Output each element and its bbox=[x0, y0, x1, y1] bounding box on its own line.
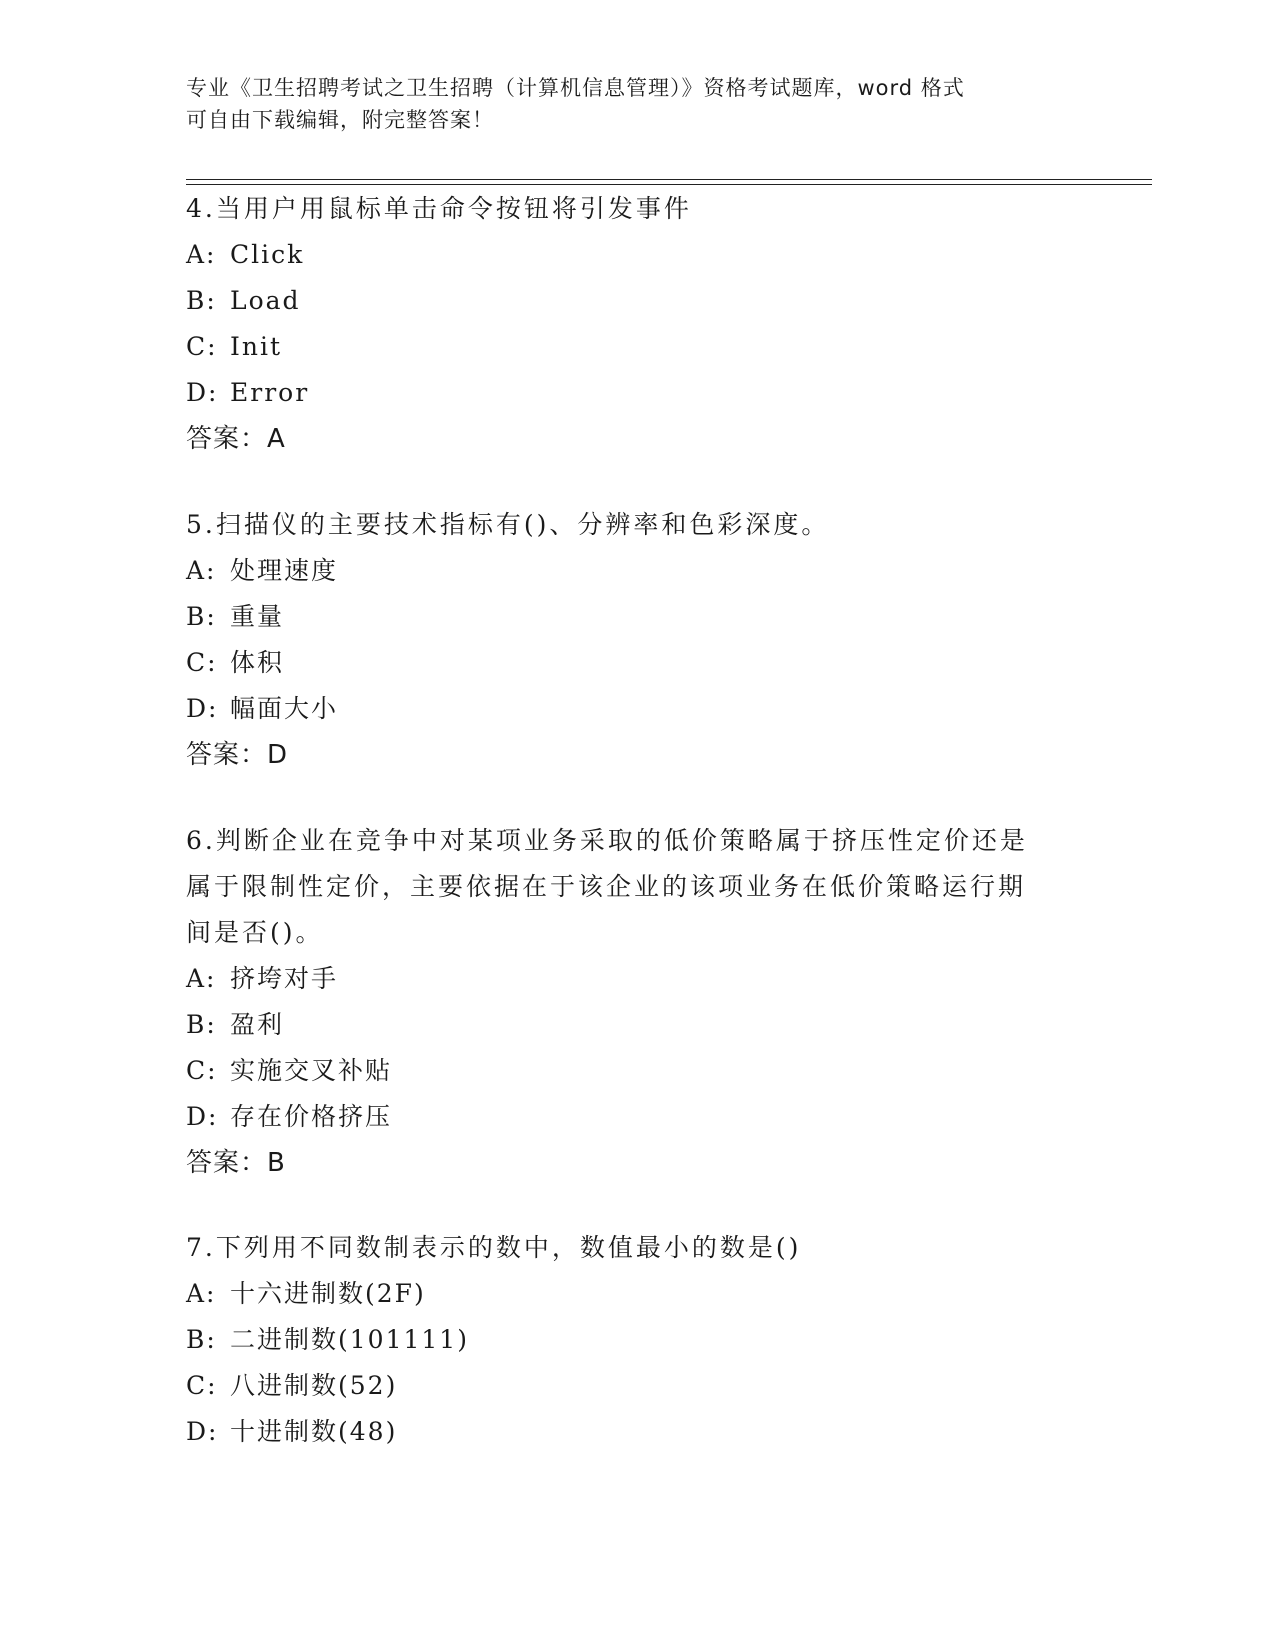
option-text: 挤垮对手 bbox=[230, 964, 339, 993]
answer-line: 答案：B bbox=[186, 1148, 286, 1178]
option-text: 处理速度 bbox=[230, 556, 339, 585]
question-stem: 4.当用户用鼠标单击命令按钮将引发事件 bbox=[186, 194, 692, 223]
option-text: 体积 bbox=[230, 648, 285, 677]
option-a bbox=[186, 1271, 1086, 1317]
answer-line: 答案：D bbox=[186, 740, 289, 770]
option-text: Load bbox=[230, 286, 301, 315]
answer-line: 答案：A bbox=[186, 424, 286, 454]
option-d bbox=[186, 686, 1086, 732]
option-a bbox=[186, 232, 1086, 278]
option-text: 盈利 bbox=[230, 1010, 285, 1039]
option-text: 存在价格挤压 bbox=[230, 1102, 393, 1131]
option-b bbox=[186, 278, 1086, 324]
option-c bbox=[186, 324, 1086, 370]
option-d bbox=[186, 1409, 1086, 1455]
option-letter: A: bbox=[186, 1279, 217, 1308]
header-divider-bottom bbox=[186, 184, 1152, 185]
option-letter: B: bbox=[186, 602, 217, 631]
option-letter: D: bbox=[186, 1102, 219, 1131]
option-letter: B: bbox=[186, 1325, 217, 1354]
option-a bbox=[186, 956, 1046, 1002]
option-b bbox=[186, 1002, 1046, 1048]
question-stem: 6.判断企业在竞争中对某项业务采取的低价策略属于挤压性定价还是属于限制性定价，主要依据在于该企业的该项业务在低价策略运行期间是否()。 bbox=[186, 826, 1028, 947]
option-letter: D: bbox=[186, 1417, 219, 1446]
option-letter: A: bbox=[186, 556, 217, 585]
option-text: Init bbox=[230, 332, 283, 361]
option-letter: A: bbox=[186, 964, 217, 993]
option-letter: D: bbox=[186, 694, 219, 723]
option-letter: C: bbox=[186, 1371, 218, 1400]
option-letter: B: bbox=[186, 1010, 217, 1039]
header-line-2: 可自由下载编辑，附完整答案！ bbox=[186, 108, 494, 132]
option-text: 实施交叉补贴 bbox=[230, 1056, 393, 1085]
question-7 bbox=[186, 1225, 1086, 1455]
option-text: 幅面大小 bbox=[230, 694, 339, 723]
header-line-1: 专业《卫生招聘考试之卫生招聘（计算机信息管理）》资格考试题库，word 格式 bbox=[186, 76, 965, 100]
option-letter: A: bbox=[186, 240, 217, 269]
option-text: Error bbox=[230, 378, 310, 407]
option-text: 十进制数(48) bbox=[230, 1417, 398, 1446]
question-6 bbox=[186, 818, 1046, 1186]
option-text: 八进制数(52) bbox=[230, 1371, 398, 1400]
option-d bbox=[186, 370, 1086, 416]
option-text: 重量 bbox=[230, 602, 285, 631]
header-divider-top bbox=[186, 179, 1152, 180]
option-c bbox=[186, 1363, 1086, 1409]
option-text: 十六进制数(2F) bbox=[230, 1279, 426, 1308]
option-text: 二进制数(101111) bbox=[230, 1325, 469, 1354]
question-stem: 7.下列用不同数制表示的数中，数值最小的数是() bbox=[186, 1233, 802, 1262]
question-stem: 5.扫描仪的主要技术指标有()、分辨率和色彩深度。 bbox=[186, 510, 830, 539]
option-letter: C: bbox=[186, 648, 218, 677]
question-4 bbox=[186, 186, 1086, 462]
question-5 bbox=[186, 502, 1086, 778]
option-letter: D: bbox=[186, 378, 219, 407]
option-b bbox=[186, 594, 1086, 640]
option-letter: B: bbox=[186, 286, 217, 315]
option-letter: C: bbox=[186, 332, 218, 361]
option-letter: C: bbox=[186, 1056, 218, 1085]
option-a bbox=[186, 548, 1086, 594]
option-c bbox=[186, 640, 1086, 686]
option-c bbox=[186, 1048, 1046, 1094]
option-d bbox=[186, 1094, 1046, 1140]
option-b bbox=[186, 1317, 1086, 1363]
document-header bbox=[186, 72, 1066, 136]
option-text: Click bbox=[230, 240, 305, 269]
